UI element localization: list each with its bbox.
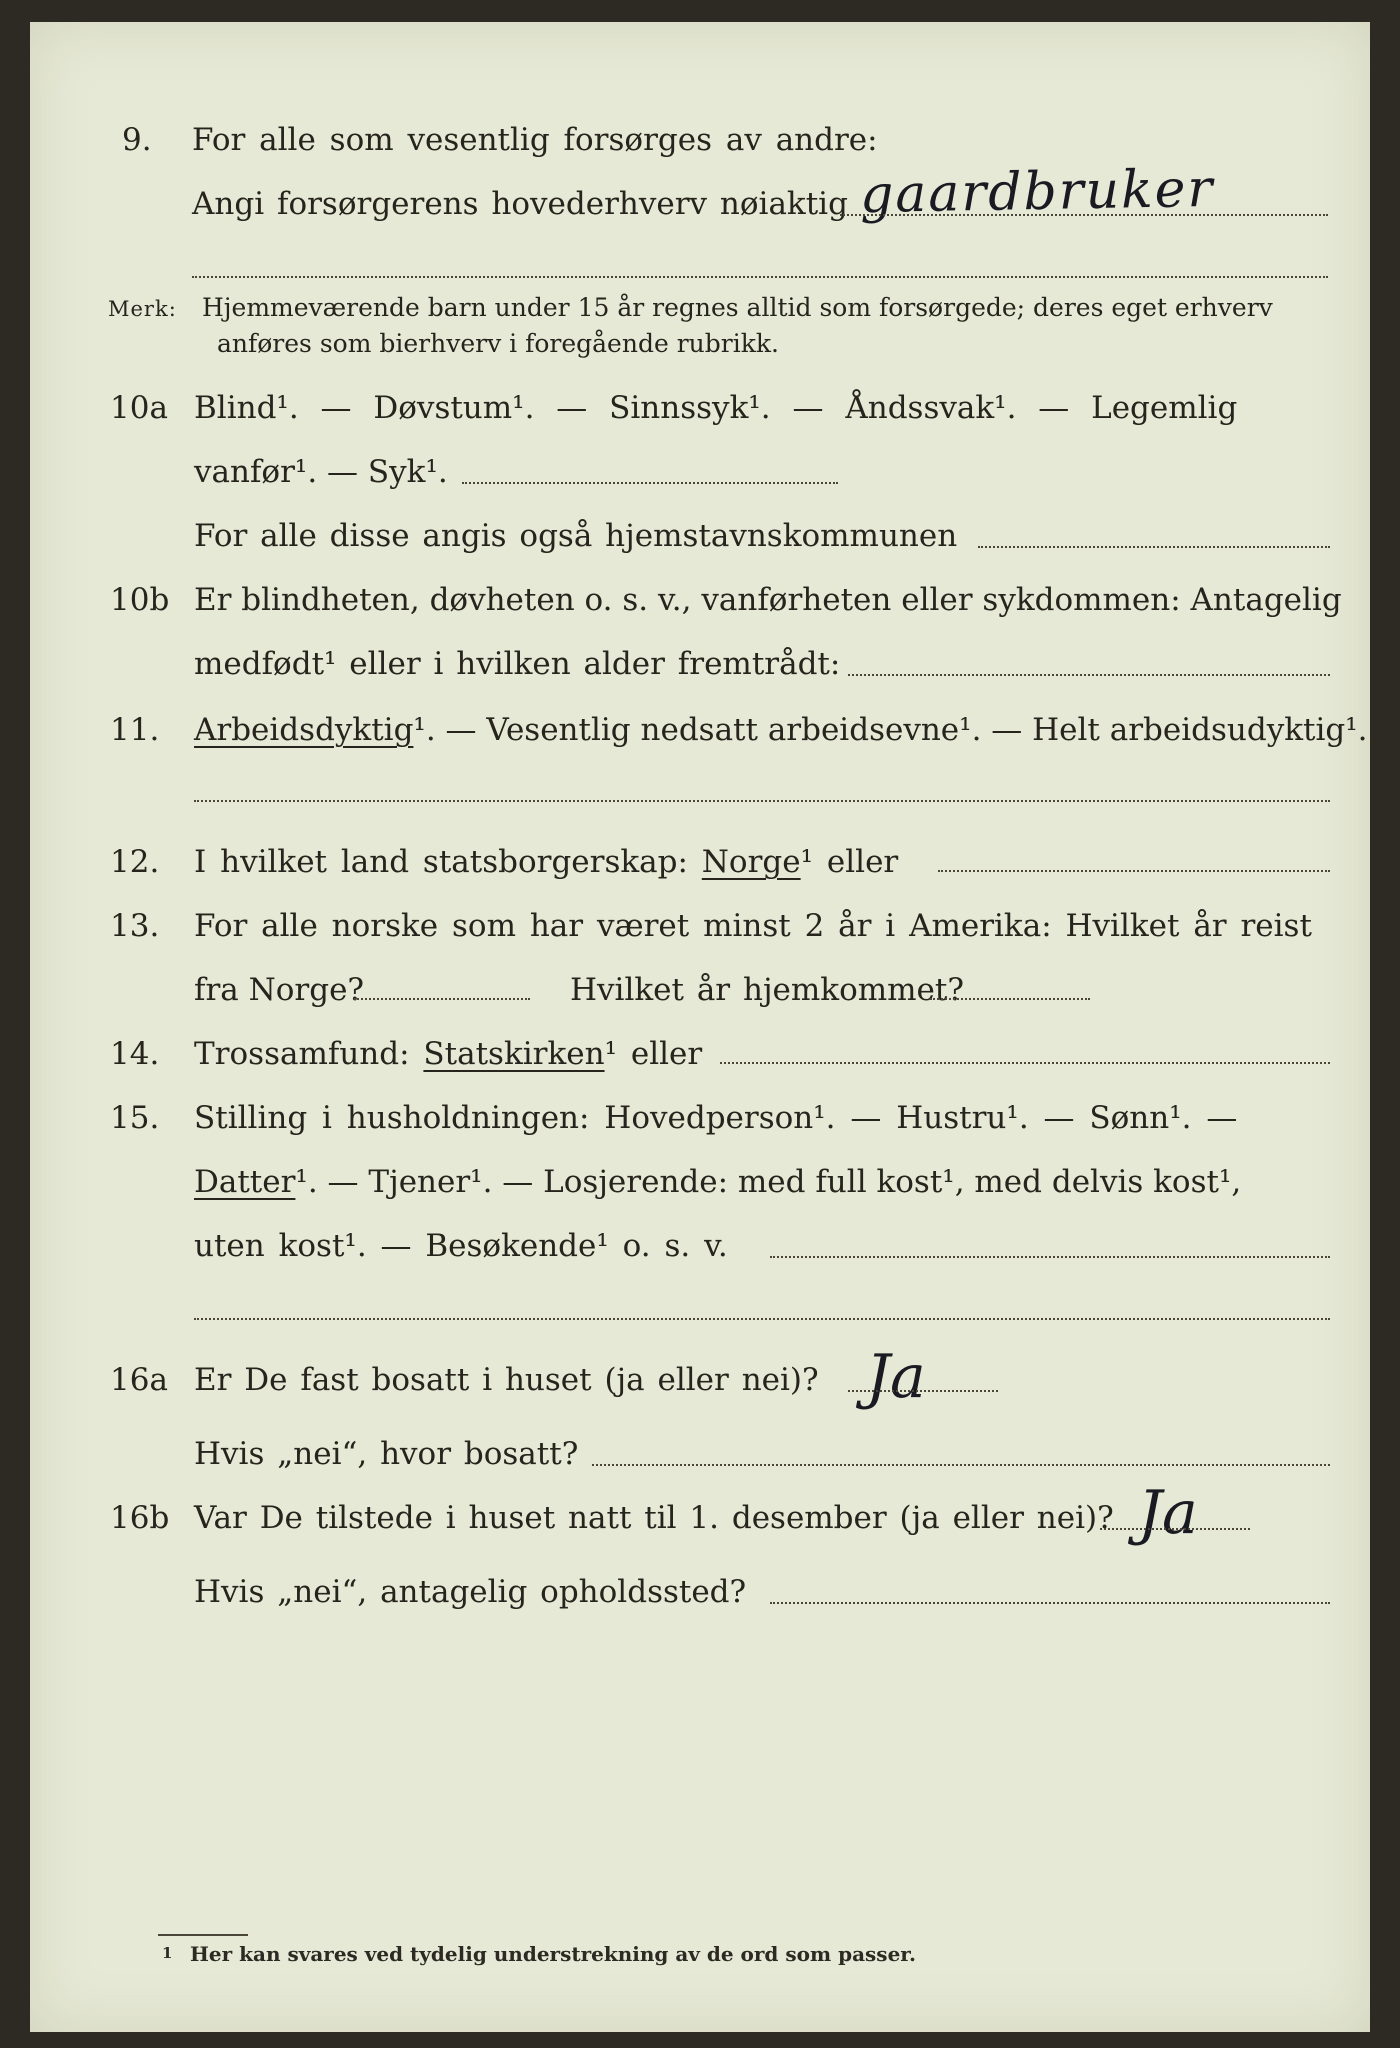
q14-after: ¹ eller — [604, 1036, 703, 1072]
q10a-text1: Blind¹. — Døvstum¹. — Sinnssyk¹. — Åndssvak¹. — Legemlig — [194, 390, 1238, 426]
q10a-number: 10a — [110, 390, 168, 426]
q11-line — [110, 710, 1368, 750]
footnote-text: Her kan svares ved tydelig understrekning av de ord som passer. — [190, 1942, 916, 1966]
q12-after: ¹ eller — [800, 844, 899, 880]
q12-before: I hvilket land statsborgerskap: — [194, 844, 688, 880]
footnote-mark: 1 — [162, 1944, 173, 1962]
q15-line1 — [110, 1098, 1238, 1138]
q10b-number: 10b — [110, 582, 170, 618]
q14-number: 14. — [110, 1036, 160, 1072]
q9-handwritten-answer: gaardbruker — [859, 158, 1215, 226]
q14-before: Trossamfund: — [194, 1036, 410, 1072]
merk-text2: anføres som bierhverv i foregående rubrikk. — [217, 329, 779, 358]
q9-line1 — [122, 120, 878, 160]
merk-line1 — [108, 292, 1273, 325]
q15-line3 — [194, 1226, 728, 1266]
q10a-line2 — [194, 452, 448, 492]
q14-text — [194, 1034, 702, 1074]
merk-line2 — [217, 328, 779, 360]
q10a-text3: For alle disse angis også hjemstavnskommunen — [194, 518, 958, 554]
q10b-line1 — [110, 580, 1342, 620]
q10a-text2: vanfør¹. — Syk¹. — [194, 454, 448, 490]
q16a-handwritten-answer: Ja — [866, 1342, 926, 1412]
q13-line2b — [570, 970, 964, 1010]
q14-answer-line — [720, 1062, 1330, 1064]
q16b-handwritten-answer: Ja — [1138, 1478, 1198, 1548]
q15-line2 — [194, 1162, 1241, 1202]
q15-number: 15. — [110, 1100, 160, 1136]
q10a-line3 — [194, 516, 957, 556]
q12-line — [110, 842, 899, 882]
q10b-text1: Er blindheten, døvheten o. s. v., vanførheten eller sykdommen: Antagelig — [194, 582, 1342, 618]
q16a-text2: Hvis „nei“, hvor bosatt? — [194, 1436, 579, 1472]
q13-line2a — [194, 970, 364, 1010]
q16a-number: 16a — [110, 1362, 168, 1398]
q11-rest: ¹. — Vesentlig nedsatt arbeidsevne¹. — Helt arbeidsudyktig¹. — [413, 712, 1368, 748]
q13-reist: fra Norge? — [194, 972, 365, 1008]
q16a-text1: Er De fast bosatt i huset (ja eller nei)? — [194, 1362, 819, 1398]
q9-text: For alle som vesentlig forsørges av andre: — [192, 122, 878, 158]
q16a-line2 — [194, 1434, 578, 1474]
q9-prompt: Angi forsørgerens hovederhverv nøiaktig — [192, 186, 848, 222]
q13-hjemkommet-line — [930, 998, 1090, 1000]
census-form-page — [30, 22, 1370, 2032]
q16b-line1 — [110, 1498, 1114, 1538]
q15-text1: Stilling i husholdningen: Hovedperson¹. — Hustru¹. — Sønn¹. — — [194, 1100, 1238, 1136]
q15-text3: uten kost¹. — Besøkende¹ o. s. v. — [194, 1228, 728, 1264]
q16b-answer-line — [1100, 1528, 1250, 1530]
q12-text — [194, 842, 898, 882]
q11-options — [194, 710, 1368, 750]
q16a-bosatt-line — [592, 1464, 1330, 1466]
q15-underlined: Datter — [194, 1164, 296, 1200]
q13-number: 13. — [110, 908, 160, 944]
q16b-number: 16b — [110, 1500, 170, 1536]
q14-line — [110, 1034, 703, 1074]
merk-text1: Hjemmeværende barn under 15 år regnes alltid som forsørgede; deres eget erhverv — [202, 293, 1273, 322]
q12-underlined: Norge — [701, 844, 801, 880]
q12-number: 12. — [110, 844, 160, 880]
q16b-text1: Var De tilstede i huset natt til 1. desember (ja eller nei)? — [194, 1500, 1114, 1536]
q13-hjemkommet: Hvilket år hjemkommet? — [570, 972, 964, 1008]
q14-underlined: Statskirken — [423, 1036, 605, 1072]
q15-answer-line — [770, 1256, 1330, 1258]
q13-line1 — [110, 906, 1312, 946]
q16b-text2: Hvis „nei“, antagelig opholdssted? — [194, 1574, 747, 1610]
q9-line2 — [192, 184, 848, 224]
q10b-line2 — [194, 644, 840, 684]
q15-extra-line — [194, 1318, 1330, 1320]
q16b-opholdssted-line — [770, 1602, 1330, 1604]
q15-text2: ¹. — Tjener¹. — Losjerende: med full kost¹, med delvis kost¹, — [295, 1164, 1242, 1200]
q13-text1: For alle norske som har været minst 2 år i Amerika: Hvilket år reist — [194, 908, 1312, 944]
q13-reist-line — [354, 998, 530, 1000]
q16b-line2 — [194, 1572, 746, 1612]
merk-label: Merk: — [108, 297, 177, 321]
q9-answer-line — [840, 214, 1328, 216]
q9-extra-line — [192, 276, 1328, 278]
q10b-text2: medfødt¹ eller i hvilken alder fremtrådt: — [194, 646, 841, 682]
q11-extra-line — [194, 800, 1330, 802]
q12-answer-line — [938, 870, 1330, 872]
q11-underlined-option: Arbeidsdyktig — [194, 712, 414, 748]
q16a-line1 — [110, 1360, 819, 1400]
q10b-answer-line — [848, 674, 1330, 676]
q10a-kommune-line — [978, 546, 1330, 548]
q16a-answer-line — [848, 1390, 998, 1392]
q10a-line1 — [110, 388, 1238, 428]
q10a-syk-line — [462, 482, 838, 484]
q11-number: 11. — [110, 712, 160, 748]
footnote-rule — [158, 1934, 248, 1936]
q9-number: 9. — [122, 122, 152, 158]
